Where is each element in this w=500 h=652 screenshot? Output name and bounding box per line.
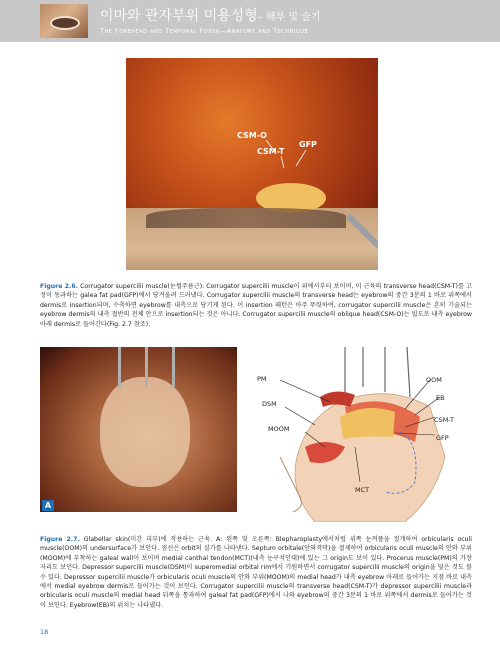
label-csm-o: CSM-O: [237, 131, 267, 140]
label-mct: MCT: [355, 486, 370, 494]
figure-2-7-illustration: [245, 347, 467, 522]
label-gfp: GFP: [299, 140, 317, 149]
header-eye-photo: [40, 4, 88, 38]
label-oom: OOM: [426, 376, 442, 384]
label-eb: EB: [436, 394, 445, 402]
label-dsm: DSM: [262, 400, 277, 408]
page-number: 18: [40, 628, 49, 636]
label-csm-t: CSM-T: [257, 147, 285, 156]
chapter-title: 이마와 관자부위 미용성형– 해부 및 술기: [100, 8, 321, 24]
figure-2-6-leader-lines: [126, 58, 378, 270]
figure-2-7-caption: Figure 2.7. Glabellar skin(미간 피부)에 작용하는 근육. A: 왼쪽 및 오른쪽: Blepharoplasty에서처럼 위쪽 눈꺼풀을 절개하여 orbicularis oculi muscle(OOM)의 undersurface가 보인다. 점선은 orbit의 실가를 나타낸다. Septum orbitale(안와격막)을 절제하여 orbicularis oculi muscle의 안와 부위(MOOM)에 부착하는 galeal wall이 보이며 medial canthal tendon(MCT)(내측 눈구석인대)에 있는 그 origin도 보이 있다. Procerus muscle(PM)의 가장자리도 보인다. Depressor supercilii muscle(DSM)이 superomedial orbital rim에서 기원하면서 corrugator supercilii muscle의 origin을 덮은 것도 볼 수 있다. Depressor supercilii muscle가 orbicularis oculi muscle의 안와 부위(MOOM)의 medial head가 내측 eyebrow 아래로 들어가는 지점 바로 내측에서 medial eyebrow dermis로 들어가는 것이 보인다. Corrugator supercilii muscle의 transverse head(CSM-T)가 depressor supercilii muscle과 orbicularis oculi muscle의 medial head 뒤쪽을 통과하여 galeal fat pad(GFP)에서 나와 eyebrow의 중간 3분의 1 바로 위쪽에서 dermis로 들어가는 것이 보인다. Eyebrow(EB)의 위치는 나타냈다.: [40, 536, 472, 609]
label-pm: PM: [257, 375, 267, 383]
panel-label-a: A: [42, 500, 54, 511]
figure-2-6-caption: Figure 2.6. Corrugator supercilii muscle(눈썹주름근). Corrugator supercilii muscle이 위에서부터 보이며, 이 근육의 transverse head(CSM-T)를 고정이 동과하는 galea fat pad(GFP)에서 당겨올려 드러냈다. Corrugator supercilii muscle의 transverse head는 eyebrow의 중간 3분의 1 바로 위쪽에서 dermis로 insertion되며, 수축하면 eyebrow를 내측으로 당기게 된다. 이 insertion 패턴은 아주 뚜렷하여, corrugator supercilii muscle은 흔히 기술되는 eyebrow dermis의 내측 절반의 전체 안으로 insertion되는 것은 아니다. Corrugator supercilii muscle의 oblique head(CSM-O)는 빌도로 내측 eyebrow 아래 dermis로 들어간다(Fig. 2.7 참조).: [40, 283, 472, 328]
chapter-subtitle: The Forehead and Temporal Fossa—Anatomy and Technique: [100, 27, 309, 35]
label-gfp: GFP: [436, 434, 449, 442]
figure-2-7-photo: [40, 347, 237, 512]
label-csm-t: CSM-T: [434, 416, 454, 424]
page-header: [0, 0, 500, 42]
label-moom: MOOM: [268, 425, 290, 433]
